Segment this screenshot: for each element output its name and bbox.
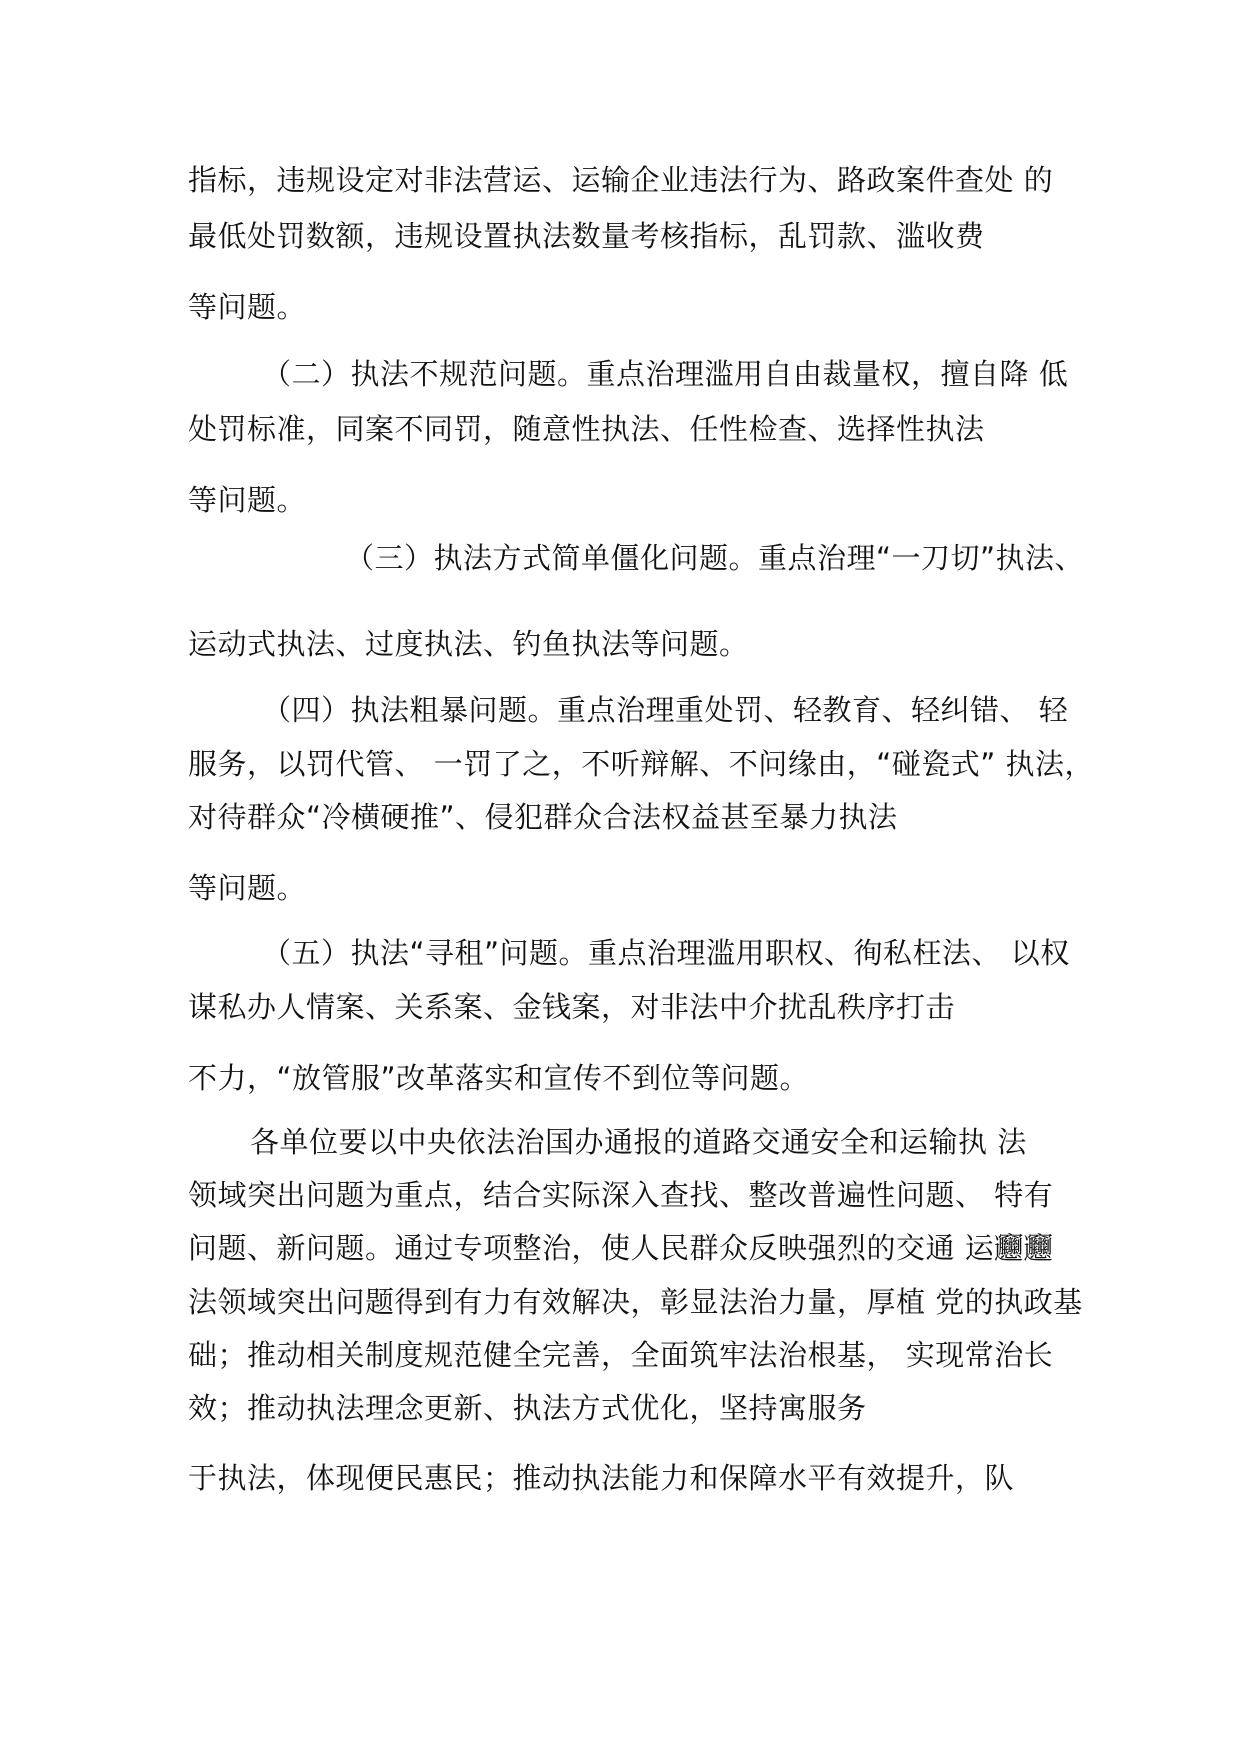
text-line: 各单位要以中央依法治国办通报的道路交通安全和运输执 法 <box>250 1125 1027 1159</box>
text-line: （五）执法“寻租”问题。重点治理滥用职权、徇私枉法、 以权 <box>262 936 1070 970</box>
text-line: （四）执法粗暴问题。重点治理重处罚、轻教育、轻纠错、 轻 <box>262 693 1069 727</box>
text-line: 等问题。 <box>188 483 307 517</box>
text-line: （三）执法方式简单僵化问题。重点治理“一刀切”执法、 <box>345 541 1085 575</box>
text-line: 运动式执法、过度执法、钓鱼执法等问题。 <box>188 627 749 661</box>
text-line: 对待群众“冷横硬推”、侵犯群众合法权益甚至暴力执法 <box>188 800 898 834</box>
text-line: 不力，“放管服”改革落实和宣传不到位等问题。 <box>188 1061 810 1095</box>
text-line: 服务，以罚代管、 一罚了之，不听辩解、不问缘由，“碰瓷式” 执法， <box>188 747 1094 781</box>
text-line: 领域突出问题为重点，结合实际深入查找、整改普遍性问题、 特有 <box>188 1178 1054 1212</box>
text-line: 法领域突出问题得到有力有效解决，彰显法治力量，厚植 党的执政基 <box>188 1285 1083 1319</box>
text-line: 问题、新问题。通过专项整治，使人民群众反映强烈的交通 运𰻝𰻝 <box>188 1231 1054 1265</box>
text-line: 效；推动执法理念更新、执法方式优化，坚持寓服务 <box>188 1391 867 1425</box>
text-line: 指标，违规设定对非法营运、运输企业违法行为、路政案件查处 的 <box>188 163 1054 197</box>
text-line: 等问题。 <box>188 290 307 324</box>
text-line: 处罚标准，同案不同罚，随意性执法、任性检查、选择性执法 <box>188 412 985 446</box>
text-line: 谋私办人情案、关系案、金钱案，对非法中介扰乱秩序打击 <box>188 990 956 1024</box>
text-line: 础；推动相关制度规范健全完善，全面筑牢法治根基， 实现常治长 <box>188 1338 1054 1372</box>
text-line: 于执法，体现便民惠民；推动执法能力和保障水平有效提升，队 <box>188 1461 1015 1495</box>
text-line: 等问题。 <box>188 871 307 905</box>
text-line: 最低处罚数额，违规设置执法数量考核指标，乱罚款、滥收费 <box>188 219 985 253</box>
text-line: （二）执法不规范问题。重点治理滥用自由裁量权，擅自降 低 <box>262 357 1069 391</box>
